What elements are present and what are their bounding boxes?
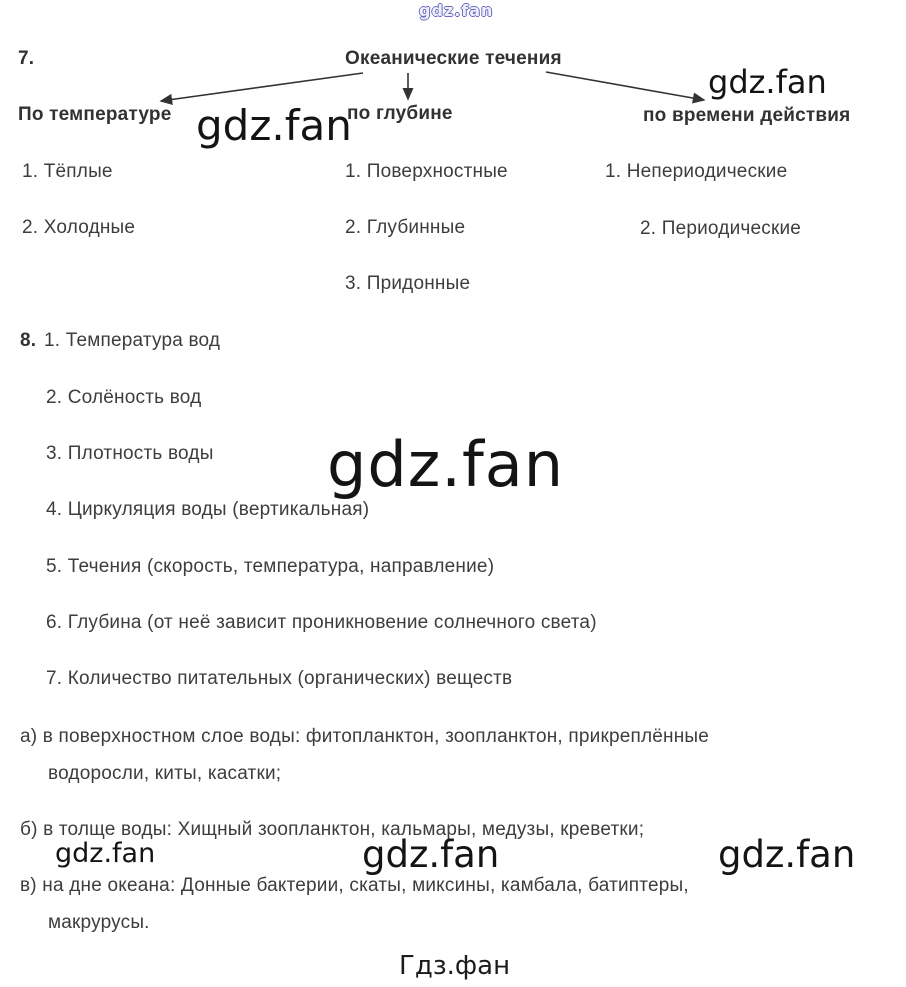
column-header-temperature: По температуре <box>18 104 172 125</box>
watermark-bottom-left: gdz.fan <box>55 838 156 869</box>
list-item: 1. Поверхностные <box>345 161 508 182</box>
list-item: 2. Периодические <box>640 218 802 239</box>
list-item: 1. Температура вод <box>44 330 221 351</box>
column-header-time: по времени действия <box>643 105 851 126</box>
watermark-top: gdz.fan <box>419 1 494 20</box>
diagram-title: Океанические течения <box>345 48 562 69</box>
arrow-left-icon <box>161 73 363 101</box>
list-item: 7. Количество питательных (органических) веществ <box>46 668 513 689</box>
watermark-header-right: gdz.fan <box>708 63 827 101</box>
paragraph-a-line2: водоросли, киты, касатки; <box>48 763 282 784</box>
list-item: 3. Придонные <box>345 273 471 294</box>
paragraph-v-line2: макрурусы. <box>48 912 150 933</box>
arrow-right-icon <box>546 72 704 100</box>
question-8-number: 8. <box>20 330 37 351</box>
watermark-bottom-right: gdz.fan <box>718 833 856 876</box>
list-item: 1. Непериодические <box>605 161 788 182</box>
watermark-header-left: gdz.fan <box>196 101 352 150</box>
paragraph-b-line1: б) в толще воды: Хищный зоопланктон, кальмары, медузы, креветки; <box>20 819 645 840</box>
list-item: 1. Тёплые <box>22 161 113 182</box>
diagram-arrows <box>0 0 906 120</box>
paragraph-a-line1: а) в поверхностном слое воды: фитопланктон, зоопланктон, прикреплённые <box>20 726 710 747</box>
watermark-bottom-center: gdz.fan <box>362 833 500 876</box>
list-item: 2. Солёность вод <box>46 387 202 408</box>
footer-brand: Гдз.фан <box>399 951 511 981</box>
list-item: 3. Плотность воды <box>46 443 214 464</box>
question-7-number: 7. <box>18 48 35 69</box>
list-item: 4. Циркуляция воды (вертикальная) <box>46 499 370 520</box>
column-header-depth: по глубине <box>347 103 453 124</box>
list-item: 2. Глубинные <box>345 217 466 238</box>
list-item: 5. Течения (скорость, температура, направление) <box>46 556 495 577</box>
watermark-center: gdz.fan <box>327 428 565 501</box>
list-item: 6. Глубина (от неё зависит проникновение солнечного света) <box>46 612 597 633</box>
list-item: 2. Холодные <box>22 217 136 238</box>
paragraph-v-line1: в) на дне океана: Донные бактерии, скаты, миксины, камбала, батиптеры, <box>20 875 689 896</box>
